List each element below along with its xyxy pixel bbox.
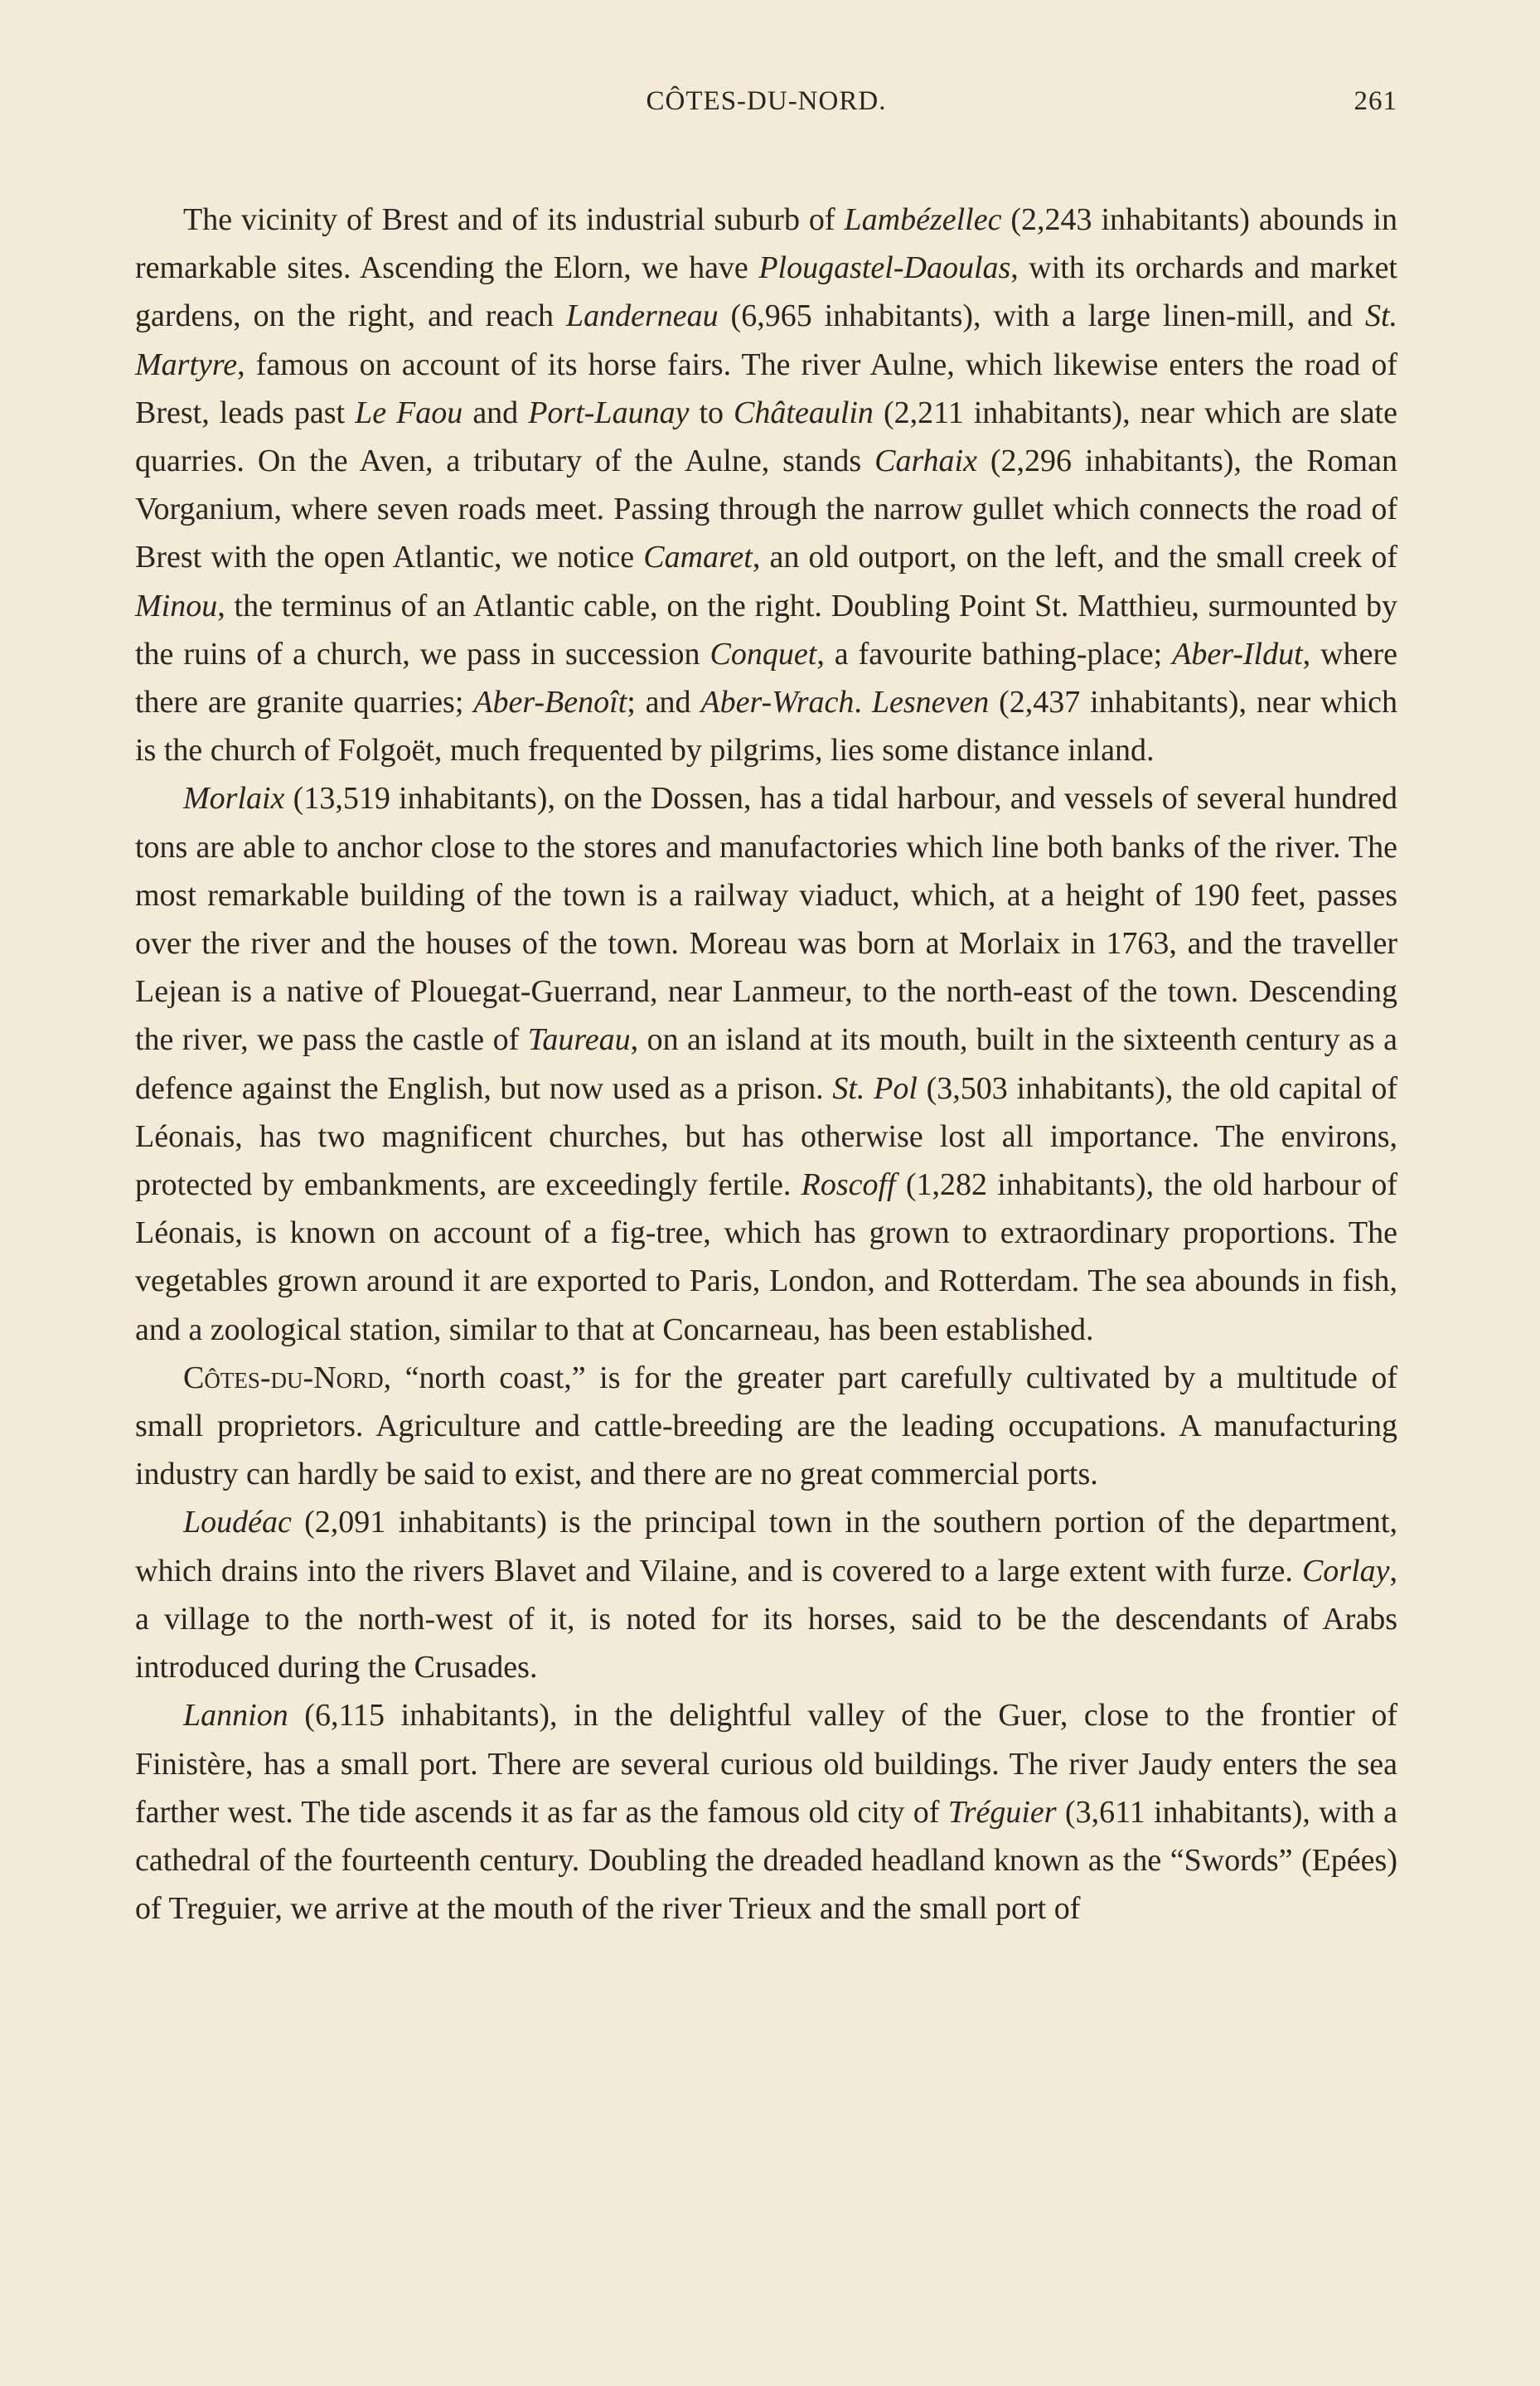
paragraph <box>135 196 1397 774</box>
text-run: (2,211 inhabitants), near which are slate quarries. On the Aven, a tributary of the Aulne, stands <box>135 395 1397 479</box>
text-run: ; and <box>627 685 701 720</box>
text-run: , on an island at its mouth, built in the sixteenth century as a defence against the English, but now used as a prison. <box>135 1022 1398 1106</box>
text-run: , famous on account of its horse fairs. The river Aulne, which likewise enters the road of Brest, leads past <box>135 347 1397 430</box>
text-run: and <box>462 395 529 430</box>
place-name: Lannion <box>183 1698 288 1734</box>
running-head <box>135 86 1397 136</box>
text-run: (3,611 inhabitants), with a cathedral of the fourteenth century. Doubling the dreaded headland known as the “Swords” (Epées) of Treguier, we arrive at the mouth of the river Trieux and the small port of <box>135 1794 1397 1927</box>
place-name: Tréguier <box>947 1794 1057 1830</box>
text-run: . <box>854 685 872 720</box>
place-name: Carhaix <box>874 444 977 479</box>
place-name: Aber-Wrach <box>700 685 855 720</box>
body-text <box>135 196 1397 1933</box>
place-name: Minou <box>135 588 218 623</box>
text-run: (1,282 inhabitants), the old harbour of Léonais, is known on account of a fig-tree, which has grown to extraordinary proportions. The vegetables grown around it are exported to Paris, London, and Rotterdam. The sea abounds in fish, and a zoological station, similar to that at Concarneau, has been established. <box>135 1167 1397 1347</box>
place-name: St. Martyre <box>135 298 1397 382</box>
text-run: , a village to the north-west of it, is noted for its horses, said to be the descendants of Arabs introduced during the Crusades. <box>135 1553 1397 1685</box>
text-run: (6,965 inhabitants), with a large linen-mill, and <box>718 298 1365 334</box>
place-name: Port-Launay <box>528 395 690 430</box>
place-name: Corlay <box>1301 1553 1390 1588</box>
place-name: Camaret <box>643 540 753 575</box>
page-number: 261 <box>1354 86 1397 116</box>
section-lead: Côtes-du-Nord <box>183 1360 384 1395</box>
text-run: (3,503 inhabitants), the old capital of Léonais, has two magnificent churches, but has otherwise lost all importance. The environs, protected by embankments, are exceedingly fertile. <box>135 1070 1398 1203</box>
text-run: , an old outport, on the left, and the small creek of <box>752 540 1397 575</box>
text-run: (2,243 inhabitants) abounds in remarkable sites. Ascending the Elorn, we have <box>135 202 1397 286</box>
place-name: Châteaulin <box>734 395 874 430</box>
text-run: (2,091 inhabitants) is the principal town in the southern portion of the department, which drains into the rivers Blavet and Vilaine, and is covered to a large extent with furze. <box>135 1505 1397 1588</box>
place-name: St. Pol <box>832 1070 918 1106</box>
text-run: , “north coast,” is for the greater part carefully cultivated by a multitude of small proprietors. Agriculture and cattle-breeding are the leading occupations. A manufacturing industry can hardly be said to exist, and there are no great commercial ports. <box>135 1360 1397 1492</box>
paragraph <box>135 1691 1397 1933</box>
text-run: to <box>689 395 734 430</box>
paragraph <box>135 1354 1397 1499</box>
running-title: CÔTES-DU-NORD. <box>646 86 887 116</box>
text-run: , with its orchards and market gardens, on the right, and reach <box>135 250 1397 334</box>
text-run: , the terminus of an Atlantic cable, on the right. Doubling Point St. Matthieu, surmounted by the ruins of a church, we pass in succession <box>135 588 1397 672</box>
text-run: (2,437 inhabitants), near which is the church of Folgoët, much frequented by pilgrims, lies some distance inland. <box>135 685 1398 769</box>
text-run: (6,115 inhabitants), in the delightful valley of the Guer, close to the frontier of Finistère, has a small port. There are several curious old buildings. The river Jaudy enters the sea farther west. The tide ascends it as far as the famous old city of <box>135 1698 1397 1830</box>
place-name: Aber-Ildut <box>1172 636 1303 672</box>
place-name: Lambézellec <box>844 202 1002 237</box>
place-name: Taureau <box>527 1022 631 1058</box>
text-run: (2,296 inhabitants), the Roman Vorganium, where seven roads meet. Passing through the narrow gullet which connects the road of Brest with the open Atlantic, we notice <box>135 444 1397 575</box>
text-run: , a favourite bathing-place; <box>816 636 1173 672</box>
text-run: (13,519 inhabitants), on the Dossen, has a tidal harbour, and vessels of several hundred tons are able to anchor close to the stores and manufactories which line both banks of the river. The most remarkable building of the town is a railway viaduct, which, at a height of 190 feet, passes over the river and the houses of the town. Moreau was born at Morlaix in 1763, and the traveller Lejean is a native of Plouegat-Guerrand, near Lanmeur, to the north-east of the town. Descending the river, we pass the castle of <box>135 781 1397 1058</box>
paragraph <box>135 1498 1397 1691</box>
place-name: Roscoff <box>801 1167 896 1203</box>
place-name: Lesneven <box>871 685 990 720</box>
place-name: Conquet <box>709 636 817 672</box>
text-run: , where there are granite quarries; <box>135 636 1397 720</box>
paragraph <box>135 774 1397 1353</box>
place-name: Aber-Benoît <box>473 685 627 720</box>
place-name: Plougastel-Daoulas <box>758 250 1011 286</box>
text-run: The vicinity of Brest and of its industrial suburb of <box>183 202 845 237</box>
place-name: Landerneau <box>565 298 719 334</box>
place-name: Le Faou <box>355 395 463 430</box>
place-name: Loudéac <box>183 1505 292 1540</box>
place-name: Morlaix <box>183 781 285 817</box>
